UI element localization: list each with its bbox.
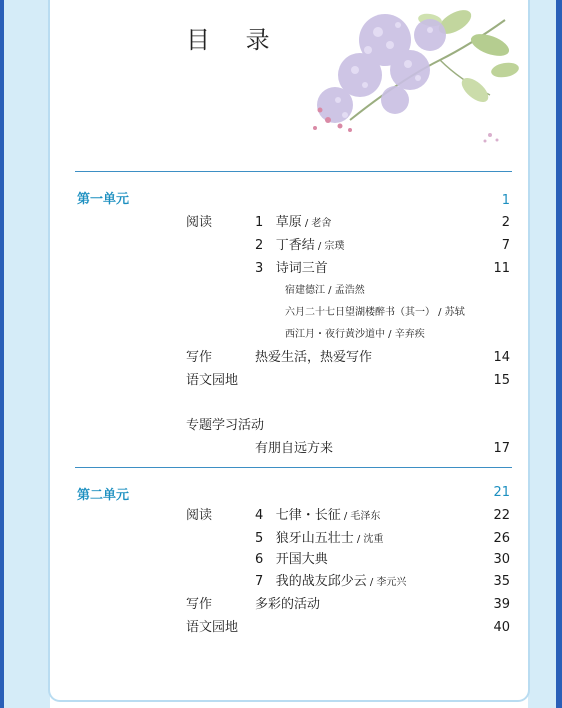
writing-title[interactable]: 热爱生活，热爱写作 (255, 350, 373, 365)
lesson-title: 草原 (275, 215, 302, 230)
garden-page-number: 15 (493, 373, 510, 388)
divider-middle (75, 467, 512, 468)
page-title: 目 录 (186, 26, 284, 54)
unit-page-number: 1 (501, 193, 510, 208)
activity-page-number: 17 (493, 441, 510, 456)
lesson-entry[interactable] (255, 507, 380, 526)
reading-label: 阅读 (186, 508, 213, 523)
lesson-page-number: 35 (493, 574, 510, 589)
unit-heading[interactable]: 第一单元 (77, 192, 130, 207)
poem-author: / 孟浩然 (325, 285, 365, 296)
lesson-page-number: 7 (501, 238, 510, 253)
lesson-page-number: 11 (493, 261, 510, 276)
lesson-title: 我的战友邱少云 (275, 574, 367, 589)
poem-title: 宿建德江 (285, 285, 325, 296)
poem-entry[interactable] (285, 326, 425, 344)
lesson-title: 开国大典 (275, 552, 328, 567)
divider-top (75, 171, 512, 172)
writing-page-number: 14 (493, 350, 510, 365)
lesson-title: 七律・长征 (275, 508, 341, 523)
lesson-number: 5 (255, 531, 264, 546)
activity-label: 专题学习活动 (186, 418, 265, 433)
lesson-entry[interactable] (255, 551, 328, 570)
lesson-page-number: 30 (493, 552, 510, 567)
garden-label[interactable]: 语文园地 (186, 373, 239, 388)
lesson-author: / 宗璞 (314, 241, 345, 252)
lesson-entry[interactable] (255, 214, 331, 233)
poem-entry[interactable] (285, 282, 365, 300)
lesson-entry[interactable] (255, 573, 406, 592)
writing-page-number: 39 (493, 597, 510, 612)
poem-author: / 苏轼 (435, 307, 465, 318)
lesson-number: 3 (255, 261, 264, 276)
right-edge-bar (556, 0, 562, 708)
unit-page-number: 21 (493, 485, 510, 500)
lesson-entry[interactable] (255, 237, 344, 256)
lesson-number: 7 (255, 574, 264, 589)
writing-title[interactable]: 多彩的活动 (255, 597, 321, 612)
lesson-author: / 毛泽东 (340, 511, 381, 522)
lesson-number: 4 (255, 508, 264, 523)
writing-label: 写作 (186, 350, 213, 365)
poem-title: 六月二十七日望湖楼醉书（其一） (285, 307, 435, 318)
lesson-entry[interactable] (255, 260, 328, 279)
garden-label[interactable]: 语文园地 (186, 620, 239, 635)
garden-page-number: 40 (493, 620, 510, 635)
lesson-author: / 沈重 (353, 534, 384, 545)
lesson-page-number: 2 (501, 215, 510, 230)
activity-title[interactable]: 有朋自远方来 (255, 441, 334, 456)
lesson-number: 6 (255, 552, 264, 567)
poem-title: 西江月・夜行黄沙道中 (285, 329, 385, 340)
lesson-title: 狼牙山五壮士 (275, 531, 354, 546)
writing-label: 写作 (186, 597, 213, 612)
lesson-author: / 老舍 (301, 218, 332, 229)
lesson-page-number: 26 (493, 531, 510, 546)
lilac-flower-illustration (290, 0, 528, 150)
lesson-title: 诗词三首 (275, 261, 328, 276)
lesson-entry[interactable] (255, 530, 383, 549)
reading-label: 阅读 (186, 215, 213, 230)
lesson-number: 1 (255, 215, 264, 230)
lesson-page-number: 22 (493, 508, 510, 523)
lesson-author: / 李元兴 (366, 577, 407, 588)
left-margin-band (4, 0, 50, 708)
unit-heading[interactable]: 第二单元 (77, 488, 130, 503)
lesson-title: 丁香结 (275, 238, 315, 253)
poem-entry[interactable] (285, 304, 465, 322)
lesson-number: 2 (255, 238, 264, 253)
poem-author: / 辛弃疾 (385, 329, 425, 340)
